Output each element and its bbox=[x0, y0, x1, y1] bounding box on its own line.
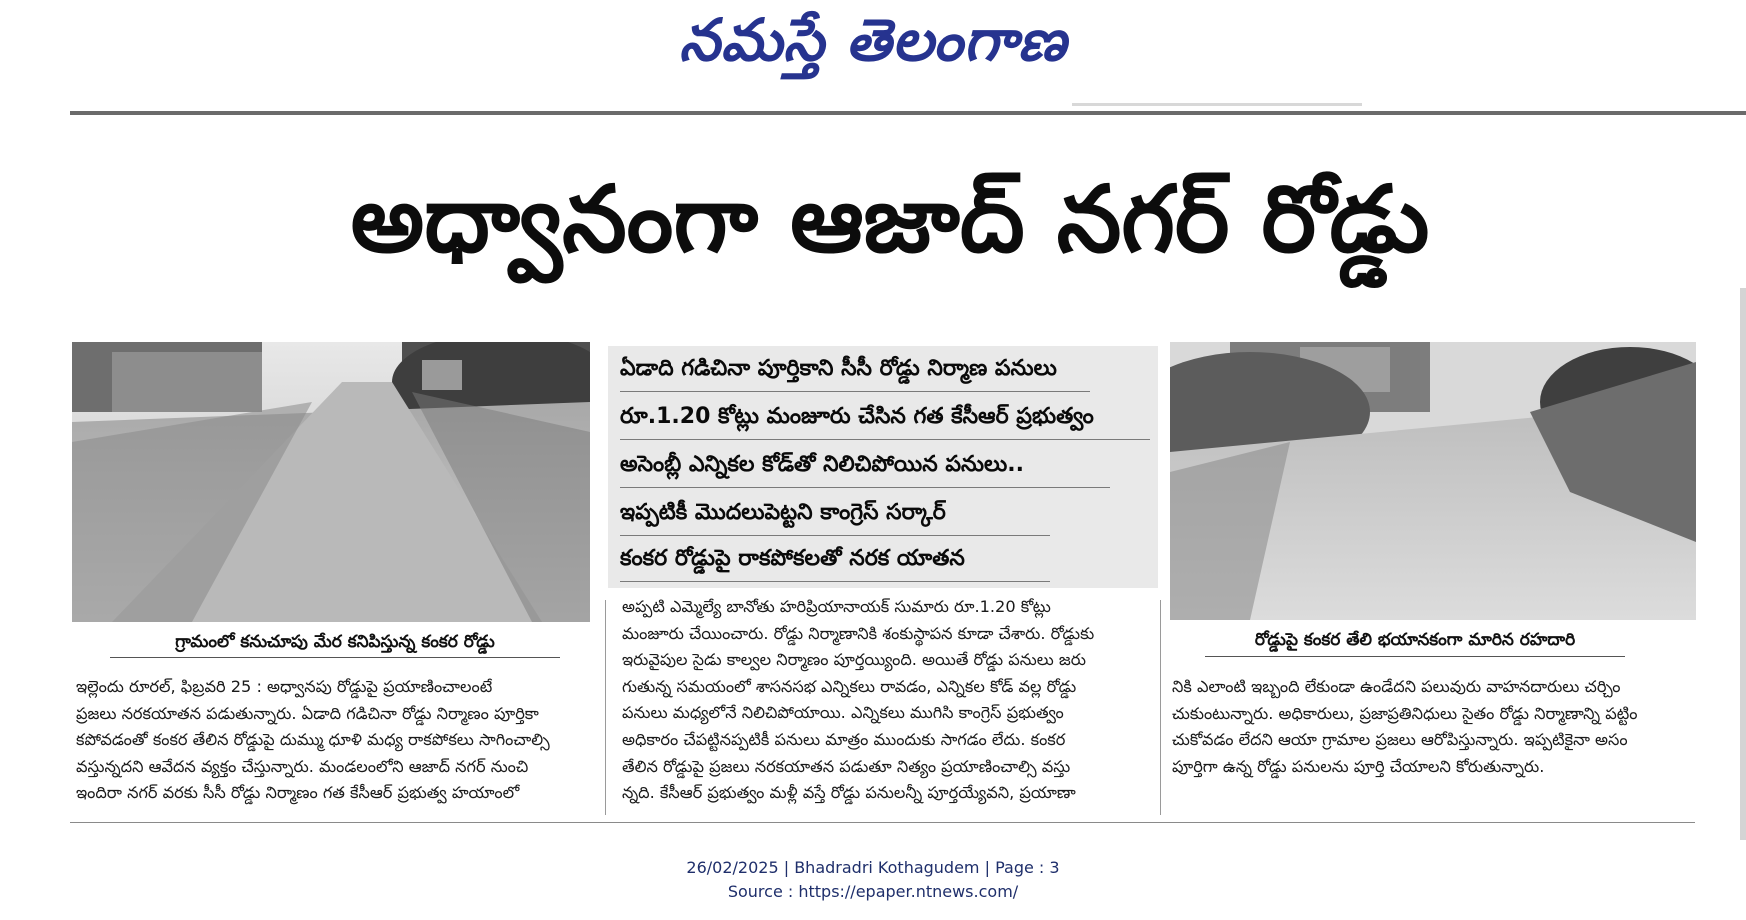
footer-source: Source : https://epaper.ntnews.com/ bbox=[727, 882, 1019, 901]
highlight-line-3: అసెంబ్లీ ఎన్నికల కోడ్‌తో నిలిచిపోయిన పనులు.. bbox=[620, 452, 1024, 477]
article-line: అప్పటి ఎమ్మెల్యే బానోతు హరిప్రియానాయక్ సుమారు రూ.1.20 కోట్లు bbox=[622, 597, 1051, 616]
article-line: పూర్తిగా ఉన్న రోడ్డు పనులను పూర్తి చేయాలని కోరుతున్నారు. bbox=[1172, 756, 1545, 776]
article-line: కపోవడంతో కంకర తేలిన రోడ్డుపై దుమ్ము ధూళి మధ్య రాకపోకలు సాగించాల్సి bbox=[76, 730, 550, 750]
article-column-2 bbox=[622, 594, 1150, 807]
masthead-rule bbox=[70, 111, 1746, 115]
left-road-photo-art bbox=[72, 342, 590, 622]
right-road-photo bbox=[1170, 342, 1696, 620]
article-line: ఇరువైపుల సైడు కాల్వల నిర్మాణం పూర్తయ్యింది. అయితే రోడ్డు పనులు జరు bbox=[622, 650, 1086, 670]
article-line: వస్తున్నదని ఆవేదన వ్యక్తం చేస్తున్నారు. మండలంలోని ఆజాద్ నగర్ నుంచి bbox=[76, 756, 529, 776]
highlight-line-1: ఏడాది గడిచినా పూర్తికాని సీసీ రోడ్డు నిర్మాణ పనులు bbox=[620, 356, 1057, 381]
newspaper-masthead: నమస్తే తెలంగాణ bbox=[679, 6, 1067, 74]
article-line: పనులు మధ్యలోనే నిలిచిపోయాయి. ఎన్నికలు ముగిసి కాంగ్రెస్ ప్రభుత్వం bbox=[622, 703, 1064, 723]
highlight-line-2: రూ.1.20 కోట్లు మంజూరు చేసిన గత కేసీఆర్ ప్రభుత్వం bbox=[620, 404, 1094, 429]
article-line: తేలిన రోడ్డుపై ప్రజలు నరకయాతన పడుతూ నిత్యం ప్రయాణించాల్సి వస్తు bbox=[622, 756, 1071, 776]
highlight-rule-1 bbox=[620, 391, 1090, 392]
article-line: న్నది. కేసీఆర్ ప్రభుత్వం మళ్లీ వస్తే రోడ్డు పనులన్నీ పూర్తయ్యేవని, ప్రయాణా bbox=[622, 783, 1076, 803]
masthead-thin-rule bbox=[1072, 103, 1362, 106]
highlight-rule-4 bbox=[620, 535, 1050, 536]
article-line: చుకుంటున్నారు. అధికారులు, ప్రజాప్రతినిధులు సైతం రోడ్డు నిర్మాణాన్ని పట్టిం bbox=[1172, 703, 1638, 723]
highlight-rule-3 bbox=[620, 487, 1110, 488]
left-photo-caption: గ్రామంలో కనుచూపు మేర కనిపిస్తున్న కంకర రోడ్డు bbox=[175, 632, 495, 652]
page-bottom-rule bbox=[70, 822, 1695, 823]
article-line: ఇందిరా నగర్ వరకు సీసీ రోడ్డు నిర్మాణం గత కేసీఆర్ ప్రభుత్వ హయాంలో bbox=[76, 783, 520, 803]
article-line: నికి ఎలాంటి ఇబ్బంది లేకుండా ఉండేదని పలువురు వాహనదారులు చర్చిం bbox=[1172, 677, 1621, 696]
article-line: ప్రజలు నరకయాతన పడుతున్నారు. ఏడాది గడిచినా రోడ్డు నిర్మాణం పూర్తికా bbox=[76, 703, 539, 723]
article-line: ఇల్లెందు రూరల్, ఫిబ్రవరి 25 : అధ్వానపు రోడ్డుపై ప్రయాణించాలంటే bbox=[76, 677, 493, 696]
highlight-line-5: కంకర రోడ్డుపై రాకపోకలతో నరక యాతన bbox=[620, 546, 965, 571]
right-caption-rule bbox=[1205, 656, 1625, 657]
left-road-photo bbox=[72, 342, 590, 622]
highlight-rule-2 bbox=[620, 439, 1150, 440]
highlight-rule-5 bbox=[620, 581, 1050, 582]
article-line: అధికారం చేపట్టినప్పటికీ పనులు మాత్రం ముందుకు సాగడం లేదు. కంకర bbox=[622, 729, 1066, 749]
footer-date-edition: 26/02/2025 | Bhadradri Kothagudem | Page : 3 bbox=[686, 858, 1060, 877]
adjacent-page-edge bbox=[1740, 288, 1746, 840]
right-photo-caption: రోడ్డుపై కంకర తేలి భయానకంగా మారిన రహదారి bbox=[1254, 630, 1576, 650]
article-column-1 bbox=[76, 674, 596, 807]
article-line: చుకోవడం లేదని ఆయా గ్రామాల ప్రజలు ఆరోపిస్తున్నారు. ఇప్పటికైనా అసం bbox=[1172, 730, 1628, 750]
article-column-3 bbox=[1172, 674, 1698, 780]
left-caption-rule bbox=[110, 657, 560, 658]
column-divider-left bbox=[605, 600, 606, 815]
column-divider-right bbox=[1160, 600, 1161, 815]
article-headline: అధ్వానంగా ఆజాద్ నగర్ రోడ్డు bbox=[350, 166, 1430, 273]
right-road-photo-art bbox=[1170, 342, 1696, 620]
highlight-line-4: ఇప్పటికీ మొదలుపెట్టని కాంగ్రెస్ సర్కార్ bbox=[620, 500, 946, 525]
article-line: గుతున్న సమయంలో శాసనసభ ఎన్నికలు రావడం, ఎన్నికల కోడ్ వల్ల రోడ్డు bbox=[622, 676, 1077, 696]
article-line: మంజూరు చేయించారు. రోడ్డు నిర్మాణానికి శంకుస్థాపన కూడా చేశారు. రోడ్డుకు bbox=[622, 623, 1095, 643]
